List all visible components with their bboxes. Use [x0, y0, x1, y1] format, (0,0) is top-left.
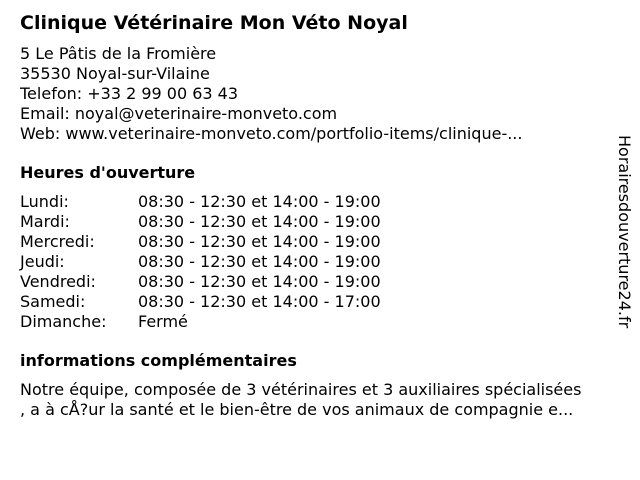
day-hours: 08:30 - 12:30 et 14:00 - 19:00: [138, 192, 381, 211]
day-label: Dimanche:: [20, 312, 107, 331]
hours-row-wednesday: [20, 232, 610, 252]
day-label: Lundi:: [20, 192, 69, 211]
info-heading: informations complémentaires: [20, 351, 297, 370]
day-label: Mardi:: [20, 212, 70, 231]
side-brand-watermark: Horairesdouverture24.fr: [615, 135, 634, 329]
hours-row-friday: [20, 272, 610, 292]
hours-row-sunday: [20, 312, 610, 332]
day-hours: 08:30 - 12:30 et 14:00 - 19:00: [138, 232, 381, 251]
clinic-card: [20, 10, 610, 420]
hours-table: [20, 192, 610, 332]
day-hours: Fermé: [138, 312, 188, 331]
hours-row-thursday: [20, 252, 610, 272]
info-text-line-2: , a à cÅ?ur la santé et le bien-être de vos animaux de compagnie e...: [20, 400, 574, 419]
hours-heading: Heures d'ouverture: [20, 163, 196, 182]
day-label: Vendredi:: [20, 272, 96, 291]
day-label: Jeudi:: [20, 252, 65, 271]
day-hours: 08:30 - 12:30 et 14:00 - 19:00: [138, 252, 381, 271]
web-line[interactable]: Web: www.veterinaire-monveto.com/portfolio-items/clinique-...: [20, 124, 523, 143]
hours-row-tuesday: [20, 212, 610, 232]
day-hours: 08:30 - 12:30 et 14:00 - 19:00: [138, 212, 381, 231]
hours-row-saturday: [20, 292, 610, 312]
day-label: Samedi:: [20, 292, 86, 311]
day-hours: 08:30 - 12:30 et 14:00 - 17:00: [138, 292, 381, 311]
hours-row-monday: [20, 192, 610, 212]
clinic-name: Clinique Vétérinaire Mon Véto Noyal: [20, 12, 408, 34]
address-line-1: 5 Le Pâtis de la Fromière: [20, 44, 217, 63]
day-hours: 08:30 - 12:30 et 14:00 - 19:00: [138, 272, 381, 291]
address-line-2: 35530 Noyal-sur-Vilaine: [20, 64, 210, 83]
phone-line[interactable]: Telefon: +33 2 99 00 63 43: [20, 84, 239, 103]
day-label: Mercredi:: [20, 232, 95, 251]
info-text-line-1: Notre équipe, composée de 3 vétérinaires et 3 auxiliaires spécialisées: [20, 380, 582, 399]
email-line[interactable]: Email: noyal@veterinaire-monveto.com: [20, 104, 338, 123]
